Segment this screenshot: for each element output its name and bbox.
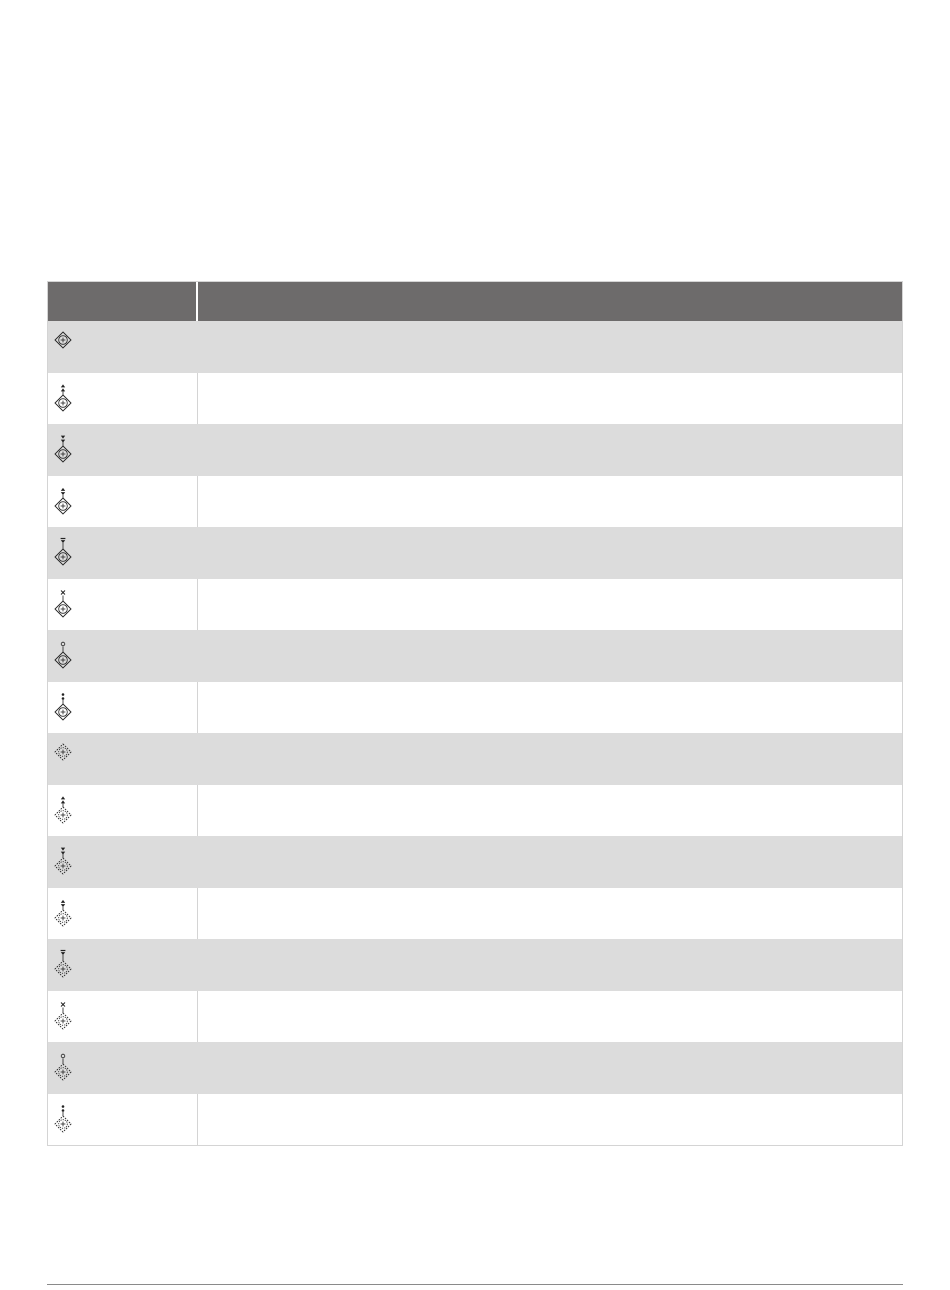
description-cell xyxy=(198,682,902,734)
symbol-cell xyxy=(48,527,198,579)
table-body xyxy=(48,321,902,1145)
table-row xyxy=(48,630,902,682)
symbol-cell xyxy=(48,836,198,888)
waypoint-circle-marker-icon xyxy=(52,638,74,676)
waypoint-double-down-arrow-icon xyxy=(52,432,74,470)
description-cell xyxy=(198,1094,902,1146)
table-row xyxy=(48,939,902,991)
description-cell xyxy=(198,527,902,579)
dashed-waypoint-bar-down-arrow-icon xyxy=(52,947,74,985)
dashed-waypoint-dot-marker-icon xyxy=(52,1102,74,1140)
symbol-cell xyxy=(48,630,198,682)
description-cell xyxy=(198,836,902,888)
symbol-table xyxy=(47,281,903,1146)
symbol-cell xyxy=(48,991,198,1043)
description-cell xyxy=(198,939,902,991)
waypoint-up-down-arrow-icon xyxy=(52,484,74,522)
dashed-waypoint-up-down-arrow-icon xyxy=(52,896,74,934)
dashed-waypoint-x-marker-icon xyxy=(52,999,74,1037)
description-cell xyxy=(198,888,902,940)
table-row xyxy=(48,733,902,785)
description-cell xyxy=(198,630,902,682)
table-row xyxy=(48,476,902,528)
description-cell xyxy=(198,321,902,373)
table-row xyxy=(48,373,902,425)
symbol-cell xyxy=(48,682,198,734)
table-row xyxy=(48,424,902,476)
symbol-cell xyxy=(48,1094,198,1146)
table-row xyxy=(48,836,902,888)
waypoint-bar-down-arrow-icon xyxy=(52,535,74,573)
symbol-cell xyxy=(48,785,198,837)
waypoint-dot-marker-icon xyxy=(52,690,74,728)
waypoint-icon xyxy=(52,329,74,367)
description-cell xyxy=(198,733,902,785)
table-row xyxy=(48,682,902,734)
dashed-waypoint-circle-marker-icon xyxy=(52,1050,74,1088)
waypoint-x-marker-icon xyxy=(52,587,74,625)
table-row xyxy=(48,527,902,579)
symbol-cell xyxy=(48,476,198,528)
description-cell xyxy=(198,785,902,837)
table-row xyxy=(48,579,902,631)
table-row xyxy=(48,321,902,373)
symbol-cell xyxy=(48,888,198,940)
symbol-cell xyxy=(48,733,198,785)
header-symbol xyxy=(48,282,198,321)
symbol-cell xyxy=(48,424,198,476)
description-cell xyxy=(198,373,902,425)
dashed-waypoint-icon xyxy=(52,741,74,779)
table-header xyxy=(48,282,902,321)
symbol-cell xyxy=(48,321,198,373)
table-row xyxy=(48,991,902,1043)
dashed-waypoint-double-down-arrow-icon xyxy=(52,844,74,882)
symbol-cell xyxy=(48,373,198,425)
table-row xyxy=(48,1042,902,1094)
description-cell xyxy=(198,424,902,476)
description-cell xyxy=(198,476,902,528)
description-cell xyxy=(198,1042,902,1094)
description-cell xyxy=(198,579,902,631)
waypoint-double-up-arrow-icon xyxy=(52,381,74,419)
symbol-cell xyxy=(48,939,198,991)
footer-rule xyxy=(47,1284,903,1285)
table-row xyxy=(48,1094,902,1146)
table-row xyxy=(48,785,902,837)
header-description xyxy=(198,282,902,321)
description-cell xyxy=(198,991,902,1043)
symbol-cell xyxy=(48,1042,198,1094)
symbol-cell xyxy=(48,579,198,631)
table-row xyxy=(48,888,902,940)
dashed-waypoint-double-up-arrow-icon xyxy=(52,793,74,831)
